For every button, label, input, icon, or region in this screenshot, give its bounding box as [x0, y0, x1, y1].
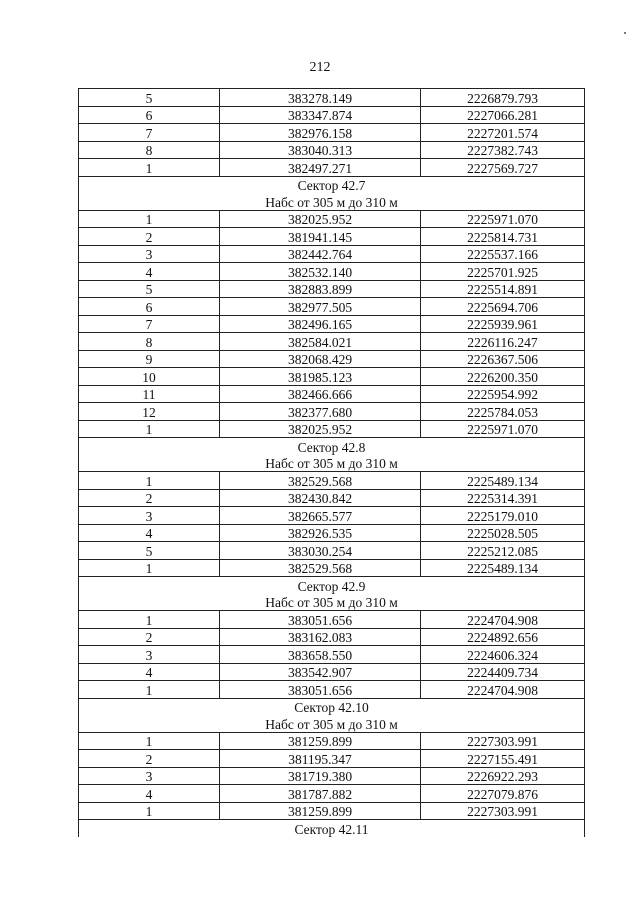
table-row — [79, 507, 585, 525]
y-coordinate-cell: 2225179.010 — [421, 507, 585, 525]
sector-header-row — [79, 176, 585, 193]
sector-title: Сектор 42.9 — [79, 577, 585, 594]
table-row — [79, 767, 585, 785]
x-coordinate-cell: 383658.550 — [220, 646, 421, 664]
sector-header-row — [79, 438, 585, 455]
altitude-range-label: Набс от 305 м до 310 м — [79, 455, 585, 472]
point-number-cell: 6 — [79, 106, 220, 124]
table-row — [79, 646, 585, 664]
point-number-cell: 10 — [79, 368, 220, 386]
table-row — [79, 280, 585, 298]
table-row — [79, 420, 585, 438]
point-number-cell: 8 — [79, 141, 220, 159]
x-coordinate-cell: 382665.577 — [220, 507, 421, 525]
table-row — [79, 315, 585, 333]
table-row — [79, 298, 585, 316]
coordinates-table — [78, 88, 585, 837]
sector-title: Сектор 42.8 — [79, 438, 585, 455]
x-coordinate-cell: 383278.149 — [220, 89, 421, 107]
point-number-cell: 2 — [79, 228, 220, 246]
y-coordinate-cell: 2224704.908 — [421, 681, 585, 699]
table-row — [79, 732, 585, 750]
y-coordinate-cell: 2225694.706 — [421, 298, 585, 316]
x-coordinate-cell: 381195.347 — [220, 750, 421, 768]
point-number-cell: 12 — [79, 403, 220, 421]
point-number-cell: 1 — [79, 802, 220, 820]
point-number-cell: 11 — [79, 385, 220, 403]
table-row — [79, 333, 585, 351]
x-coordinate-cell: 383162.083 — [220, 628, 421, 646]
table-row — [79, 559, 585, 577]
point-number-cell: 8 — [79, 333, 220, 351]
point-number-cell: 5 — [79, 280, 220, 298]
table-row — [79, 489, 585, 507]
table-row — [79, 368, 585, 386]
scan-speck — [624, 32, 626, 34]
table-row — [79, 663, 585, 681]
x-coordinate-cell: 382442.764 — [220, 245, 421, 263]
x-coordinate-cell: 382976.158 — [220, 124, 421, 142]
point-number-cell: 4 — [79, 663, 220, 681]
x-coordinate-cell: 382529.568 — [220, 472, 421, 490]
sector-header-row — [79, 698, 585, 715]
x-coordinate-cell: 381719.380 — [220, 767, 421, 785]
x-coordinate-cell: 382025.952 — [220, 420, 421, 438]
x-coordinate-cell: 381787.882 — [220, 785, 421, 803]
sector-title: Сектор 42.11 — [79, 820, 585, 837]
point-number-cell: 1 — [79, 611, 220, 629]
y-coordinate-cell: 2225971.070 — [421, 210, 585, 228]
y-coordinate-cell: 2224606.324 — [421, 646, 585, 664]
y-coordinate-cell: 2224892.656 — [421, 628, 585, 646]
y-coordinate-cell: 2227303.991 — [421, 732, 585, 750]
x-coordinate-cell: 381259.899 — [220, 802, 421, 820]
x-coordinate-cell: 381941.145 — [220, 228, 421, 246]
point-number-cell: 5 — [79, 542, 220, 560]
y-coordinate-cell: 2225028.505 — [421, 524, 585, 542]
table-row — [79, 245, 585, 263]
point-number-cell: 4 — [79, 263, 220, 281]
table-row — [79, 89, 585, 107]
table-row — [79, 542, 585, 560]
table-row — [79, 124, 585, 142]
y-coordinate-cell: 2227201.574 — [421, 124, 585, 142]
x-coordinate-cell: 382532.140 — [220, 263, 421, 281]
table-row — [79, 106, 585, 124]
y-coordinate-cell: 2226200.350 — [421, 368, 585, 386]
table-row — [79, 472, 585, 490]
x-coordinate-cell: 383040.313 — [220, 141, 421, 159]
table-row — [79, 228, 585, 246]
table-row — [79, 385, 585, 403]
y-coordinate-cell: 2226922.293 — [421, 767, 585, 785]
table-row — [79, 403, 585, 421]
y-coordinate-cell: 2227066.281 — [421, 106, 585, 124]
y-coordinate-cell: 2226879.793 — [421, 89, 585, 107]
table-row — [79, 141, 585, 159]
table-row — [79, 802, 585, 820]
x-coordinate-cell: 382025.952 — [220, 210, 421, 228]
point-number-cell: 1 — [79, 420, 220, 438]
point-number-cell: 2 — [79, 750, 220, 768]
x-coordinate-cell: 382977.505 — [220, 298, 421, 316]
x-coordinate-cell: 383051.656 — [220, 611, 421, 629]
point-number-cell: 1 — [79, 472, 220, 490]
x-coordinate-cell: 382466.666 — [220, 385, 421, 403]
point-number-cell: 1 — [79, 681, 220, 699]
altitude-range-label: Набс от 305 м до 310 м — [79, 193, 585, 210]
table-row — [79, 750, 585, 768]
y-coordinate-cell: 2227569.727 — [421, 159, 585, 177]
y-coordinate-cell: 2226367.506 — [421, 350, 585, 368]
y-coordinate-cell: 2225489.134 — [421, 559, 585, 577]
y-coordinate-cell: 2224704.908 — [421, 611, 585, 629]
x-coordinate-cell: 382926.535 — [220, 524, 421, 542]
table-row — [79, 159, 585, 177]
point-number-cell: 2 — [79, 628, 220, 646]
table-row — [79, 210, 585, 228]
x-coordinate-cell: 382377.680 — [220, 403, 421, 421]
x-coordinate-cell: 383347.874 — [220, 106, 421, 124]
y-coordinate-cell: 2227079.876 — [421, 785, 585, 803]
x-coordinate-cell: 382883.899 — [220, 280, 421, 298]
altitude-range-row — [79, 455, 585, 472]
y-coordinate-cell: 2225212.085 — [421, 542, 585, 560]
altitude-range-row — [79, 193, 585, 210]
y-coordinate-cell: 2225939.961 — [421, 315, 585, 333]
altitude-range-row — [79, 594, 585, 611]
x-coordinate-cell: 382430.842 — [220, 489, 421, 507]
coordinates-table-body — [79, 89, 585, 837]
point-number-cell: 7 — [79, 124, 220, 142]
point-number-cell: 4 — [79, 785, 220, 803]
point-number-cell: 3 — [79, 646, 220, 664]
table-row — [79, 681, 585, 699]
point-number-cell: 1 — [79, 159, 220, 177]
point-number-cell: 3 — [79, 767, 220, 785]
table-row — [79, 785, 585, 803]
altitude-range-label: Набс от 305 м до 310 м — [79, 715, 585, 732]
x-coordinate-cell: 381259.899 — [220, 732, 421, 750]
table-row — [79, 263, 585, 281]
sector-title: Сектор 42.10 — [79, 698, 585, 715]
sector-header-row — [79, 820, 585, 837]
point-number-cell: 1 — [79, 210, 220, 228]
y-coordinate-cell: 2225971.070 — [421, 420, 585, 438]
x-coordinate-cell: 382529.568 — [220, 559, 421, 577]
sector-header-row — [79, 577, 585, 594]
point-number-cell: 4 — [79, 524, 220, 542]
table-row — [79, 611, 585, 629]
altitude-range-row — [79, 715, 585, 732]
point-number-cell: 5 — [79, 89, 220, 107]
point-number-cell: 3 — [79, 245, 220, 263]
x-coordinate-cell: 383030.254 — [220, 542, 421, 560]
y-coordinate-cell: 2226116.247 — [421, 333, 585, 351]
y-coordinate-cell: 2224409.734 — [421, 663, 585, 681]
y-coordinate-cell: 2225814.731 — [421, 228, 585, 246]
point-number-cell: 7 — [79, 315, 220, 333]
point-number-cell: 9 — [79, 350, 220, 368]
table-row — [79, 350, 585, 368]
x-coordinate-cell: 382497.271 — [220, 159, 421, 177]
y-coordinate-cell: 2227303.991 — [421, 802, 585, 820]
point-number-cell: 2 — [79, 489, 220, 507]
x-coordinate-cell: 382068.429 — [220, 350, 421, 368]
y-coordinate-cell: 2225489.134 — [421, 472, 585, 490]
point-number-cell: 6 — [79, 298, 220, 316]
y-coordinate-cell: 2225537.166 — [421, 245, 585, 263]
page-number: 212 — [309, 60, 331, 75]
point-number-cell: 3 — [79, 507, 220, 525]
x-coordinate-cell: 382584.021 — [220, 333, 421, 351]
point-number-cell: 1 — [79, 559, 220, 577]
y-coordinate-cell: 2225514.891 — [421, 280, 585, 298]
x-coordinate-cell: 382496.165 — [220, 315, 421, 333]
y-coordinate-cell: 2225954.992 — [421, 385, 585, 403]
table-row — [79, 524, 585, 542]
y-coordinate-cell: 2227155.491 — [421, 750, 585, 768]
point-number-cell: 1 — [79, 732, 220, 750]
y-coordinate-cell: 2225314.391 — [421, 489, 585, 507]
x-coordinate-cell: 383542.907 — [220, 663, 421, 681]
y-coordinate-cell: 2225784.053 — [421, 403, 585, 421]
table-row — [79, 628, 585, 646]
x-coordinate-cell: 383051.656 — [220, 681, 421, 699]
y-coordinate-cell: 2227382.743 — [421, 141, 585, 159]
x-coordinate-cell: 381985.123 — [220, 368, 421, 386]
sector-title: Сектор 42.7 — [79, 176, 585, 193]
y-coordinate-cell: 2225701.925 — [421, 263, 585, 281]
altitude-range-label: Набс от 305 м до 310 м — [79, 594, 585, 611]
